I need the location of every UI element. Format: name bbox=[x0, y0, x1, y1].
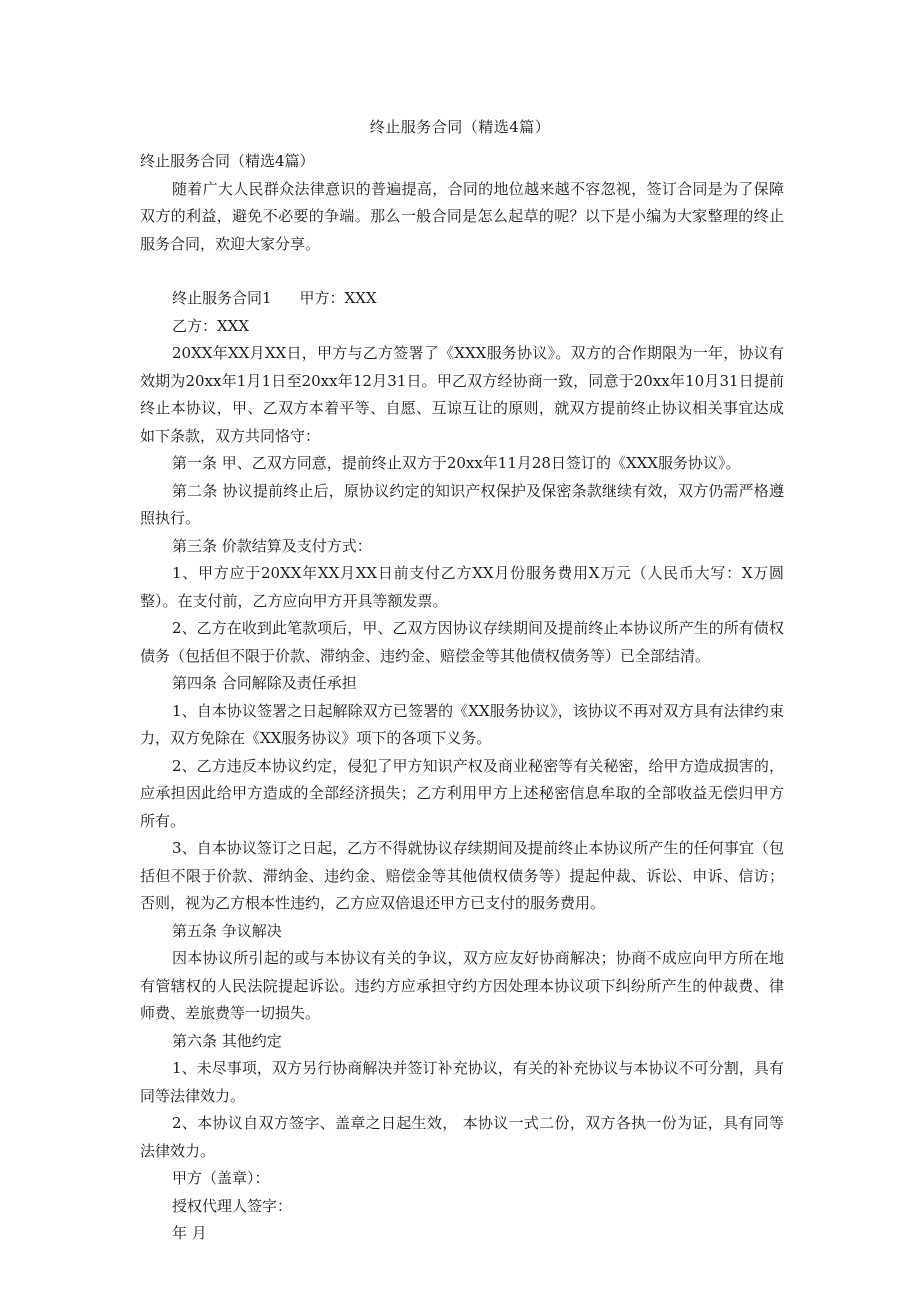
clause-paragraph: 1、未尽事项，双方另行协商解决并签订补充协议，有关的补充协议与本协议不可分割，具有同等法律效力。 bbox=[140, 1059, 784, 1105]
clause-paragraph: 3、自本协议签订之日起，乙方不得就协议存续期间及提前终止本协议所产生的任何事宜（包括但不限于价款、滞纳金、违约金、赔偿金等其他债权债务等）提起仲裁、诉讼、申诉、信访；否则，视为乙方根本性违约，乙方应双倍退还甲方已支付的服务费用。 bbox=[140, 839, 784, 912]
clause-paragraph: 2、乙方在收到此笔款项后，甲、乙双方因协议存续期间及提前终止本协议所产生的所有债权债务（包括但不限于价款、滞纳金、违约金、赔偿金等其他债权债务等）已全部结清。 bbox=[140, 619, 784, 665]
contract-heading: 终止服务合同1 bbox=[172, 289, 272, 307]
clause-paragraph: 第六条 其他约定 bbox=[172, 1031, 282, 1050]
contract-heading-line bbox=[140, 285, 784, 313]
clause-paragraph: 1、自本协议签署之日起解除双方已签署的《XX服务协议》，该协议不再对双方具有法律约束力，双方免除在《XX服务协议》项下的各项下义务。 bbox=[140, 701, 784, 747]
clause-paragraph: 因本协议所引起的或与本协议有关的争议，双方应友好协商解决；协商不成应向甲方所在地有管辖权的人民法院提起诉讼。违约方应承担守约方因处理本协议项下纠纷所产生的仲裁费、律师费、差旅费等一切损失。 bbox=[140, 949, 784, 1022]
clause-paragraph: 1、甲方应于20XX年XX月XX日前支付乙方XX月份服务费用X万元（人民币大写：X万圆整）。在支付前，乙方应向甲方开具等额发票。 bbox=[140, 564, 784, 610]
document-subtitle: 终止服务合同（精选4篇） bbox=[140, 152, 315, 170]
signature-seal: 甲方（盖章）： bbox=[172, 1169, 270, 1187]
page-title: 终止服务合同（精选4篇） bbox=[369, 118, 551, 136]
clause-paragraph: 第三条 价款结算及支付方式： bbox=[172, 536, 372, 555]
clause-paragraph: 第二条 协议提前终止后，原协议约定的知识产权保护及保密条款继续有效，双方仍需严格遵照执行。 bbox=[140, 481, 784, 527]
party-b: 乙方：XXX bbox=[172, 316, 250, 335]
party-a: 甲方：XXX bbox=[299, 289, 377, 307]
clause-paragraph: 第四条 合同解除及责任承担 bbox=[172, 674, 357, 692]
clause-paragraph: 2、本协议自双方签字、盖章之日起生效， 本协议一式二份，双方各执一份为证，具有同等法律效力。 bbox=[140, 1114, 784, 1160]
clause-paragraph: 2、乙方违反本协议约定，侵犯了甲方知识产权及商业秘密等有关秘密，给甲方造成损害的，应承担因此给甲方造成的全部经济损失；乙方利用甲方上述秘密信息牟取的全部收益无偿归甲方所有。 bbox=[140, 756, 784, 830]
clause-paragraph: 第五条 争议解决 bbox=[172, 921, 282, 940]
clause-paragraph: 第一条 甲、乙双方同意，提前终止双方于20xx年11月28日签订的《XXX服务协议》。 bbox=[172, 454, 741, 472]
clause-paragraph: 20XX年XX月XX日，甲方与乙方签署了《XXX服务协议》。双方的合作期限为一年，协议有效期为20xx年1月1日至20xx年12月31日。甲乙双方经协商一致，同意于20xx年10月31日提前终止本协议，甲、乙双方本着平等、自愿、互谅互让的原则，就双方提前终止协议相关事宜达成如下条款，双方共同恪守： bbox=[140, 344, 784, 445]
signature-date: 年 月 bbox=[172, 1224, 207, 1242]
document-body bbox=[140, 148, 784, 1248]
intro-paragraph: 随着广大人民群众法律意识的普遍提高，合同的地位越来越不容忽视，签订合同是为了保障双方的利益，避免不必要的争端。那么一般合同是怎么起草的呢？以下是小编为大家整理的终止服务合同，欢迎大家分享。 bbox=[140, 179, 784, 253]
signature-agent: 授权代理人签字： bbox=[172, 1196, 293, 1215]
